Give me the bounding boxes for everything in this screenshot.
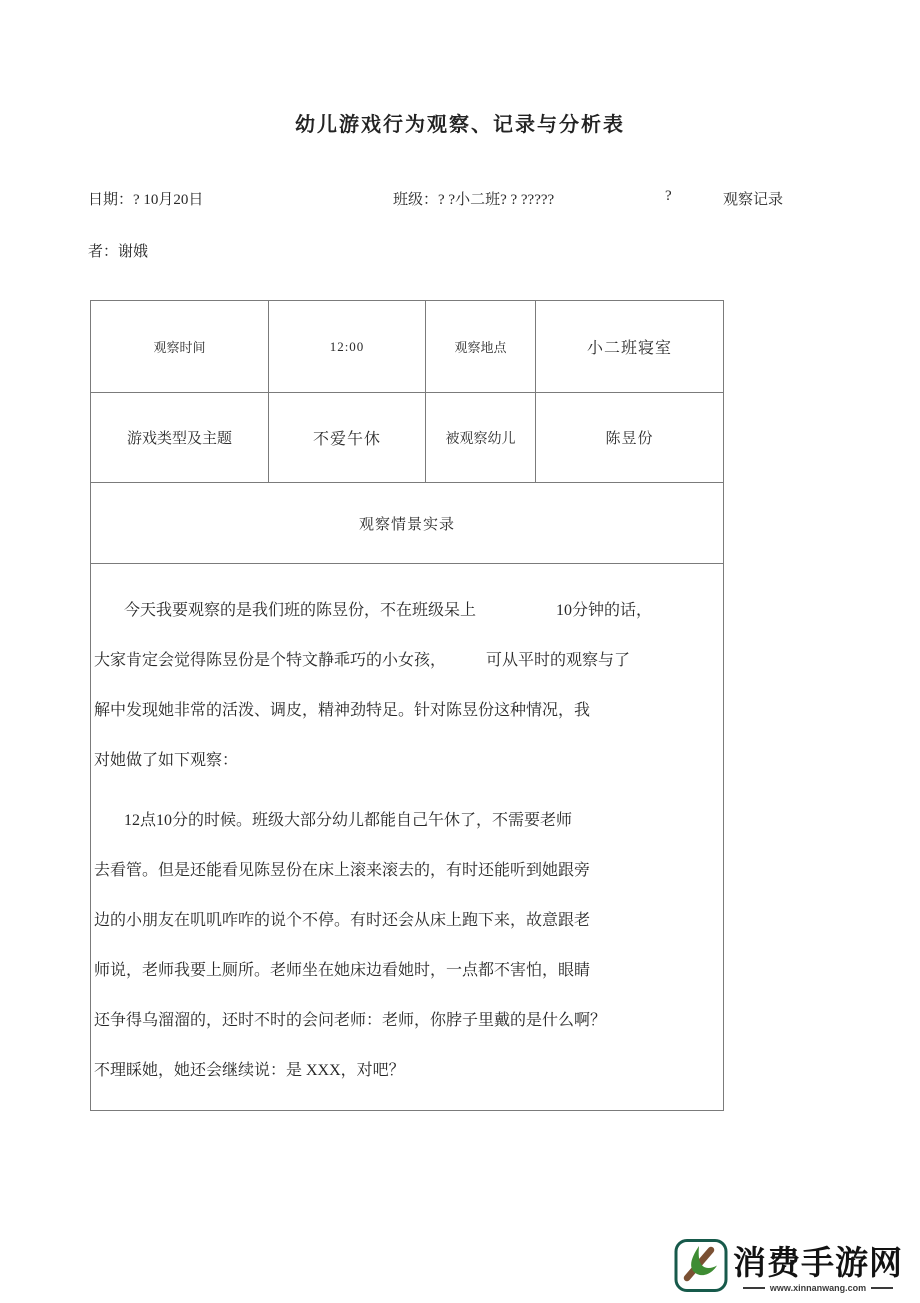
stray-question-mark: ? [665, 188, 672, 204]
section-header: 观察情景实录 [91, 483, 724, 564]
table-row [91, 483, 724, 564]
body-line: 去看管。但是还能看见陈昱份在床上滚来滚去的，有时还能听到她跟旁 [94, 862, 591, 879]
body-line: 12点10分的时候。班级大部分幼儿都能自己午休了，不需要老师 [124, 812, 573, 829]
table-row [91, 301, 724, 393]
observation-paragraph-1 [94, 586, 719, 786]
body-line: 边的小朋友在叽叽咋咋的说个不停。有时还会从床上跑下来，故意跟老 [94, 912, 591, 929]
class-field: 班级：? ?小二班? ? ????? [393, 192, 555, 208]
body-line: 师说，老师我要上厕所。老师坐在她床边看她时，一点都不害怕，眼睛 [94, 962, 591, 979]
body-line: 大家肯定会觉得陈昱份是个特文静乖巧的小女孩， 可从平时的观察与了 [94, 652, 631, 669]
observed-child-label: 被观察幼儿 [426, 393, 536, 483]
body-line: 还争得乌溜溜的，还时不时的会问老师：老师，你脖子里戴的是什么啊？ [94, 1012, 607, 1029]
body-line: 今天我要观察的是我们班的陈昱份，不在班级呆上 10分钟的话， [124, 602, 653, 619]
observation-time-value: 12:00 [269, 301, 426, 393]
observation-paragraph-2 [94, 796, 719, 1096]
watermark-text-block [733, 1243, 903, 1294]
recorder-label-tail: 者：谢娥 [88, 244, 149, 260]
table-row [91, 393, 724, 483]
recorder-label-head: 观察记录 [723, 192, 784, 208]
meta-line [88, 188, 832, 212]
observed-child-value: 陈昱份 [536, 393, 724, 483]
site-name: 消费手游网 [733, 1243, 903, 1281]
leaf-and-stick-logo-icon [674, 1238, 728, 1298]
game-type-value: 不爱午休 [269, 393, 426, 483]
table-row [91, 564, 724, 1111]
observation-record-cell [91, 564, 724, 1111]
observation-table [90, 300, 724, 1111]
observation-place-label: 观察地点 [426, 301, 536, 393]
date-field: 日期：? 10月20日 [88, 192, 204, 208]
document-title: 幼儿游戏行为观察、记录与分析表 [295, 114, 625, 136]
body-line: 对她做了如下观察： [94, 752, 239, 769]
site-watermark-link[interactable] [674, 1238, 903, 1298]
body-line: 不理睬她，她还会继续说：是 XXX，对吧？ [94, 1062, 405, 1079]
game-type-label: 游戏类型及主题 [91, 393, 269, 483]
observation-time-label: 观察时间 [91, 301, 269, 393]
left-dash-divider [743, 1287, 765, 1289]
observation-place-value: 小二班寝室 [536, 301, 724, 393]
site-url-line [743, 1283, 893, 1294]
body-line: 解中发现她非常的活泼、调皮，精神劲特足。针对陈昱份这种情况，我 [94, 702, 591, 719]
site-url: www.xinnanwang.com [769, 1282, 867, 1293]
right-dash-divider [871, 1287, 893, 1289]
